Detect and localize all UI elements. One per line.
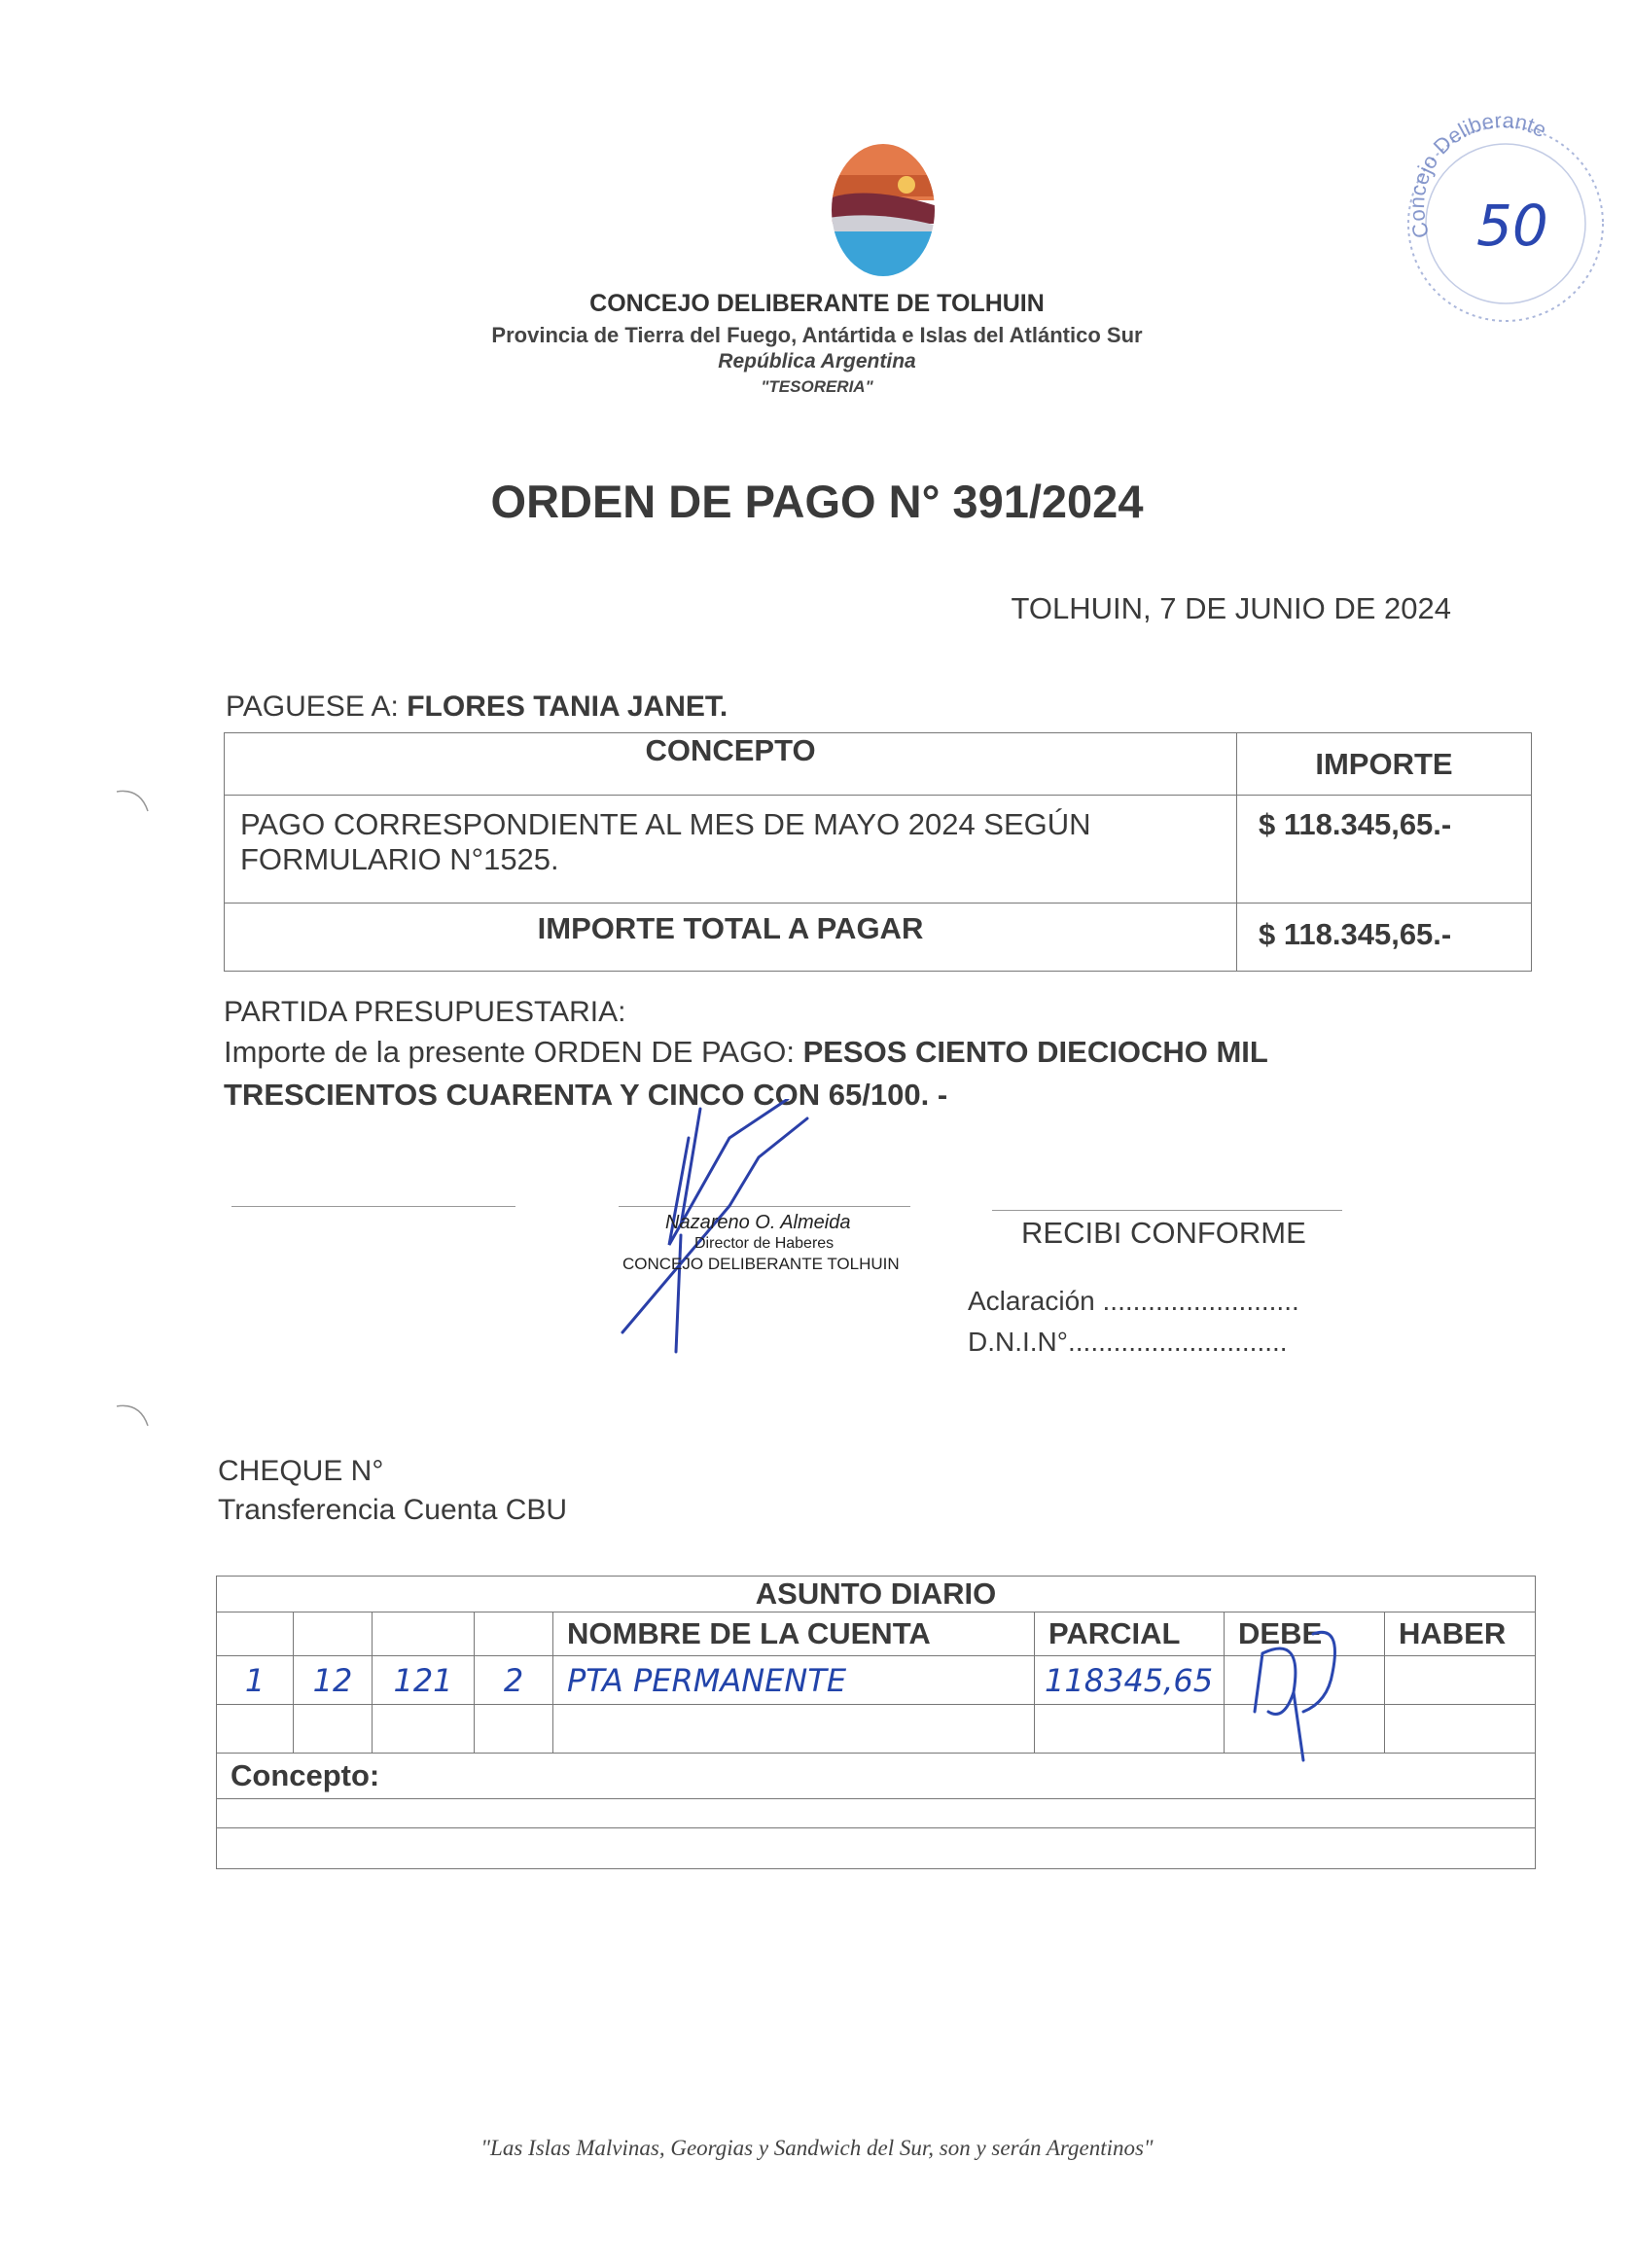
org-name: CONCEJO DELIBERANTE DE TOLHUIN bbox=[589, 290, 1045, 317]
transfer-label: Transferencia Cuenta CBU bbox=[218, 1494, 568, 1526]
stamp-text: Concejo Deliberante bbox=[1404, 109, 1551, 241]
blank-signature-line bbox=[231, 1206, 515, 1207]
journal-code-4: 2 bbox=[475, 1656, 553, 1705]
order-date: TOLHUIN, 7 DE JUNIO DE 2024 bbox=[1011, 591, 1451, 625]
recibi-conforme: RECIBI CONFORME bbox=[1021, 1216, 1306, 1250]
amount-words: PESOS CIENTO DIECIOCHO MIL TRESCIENTOS CUARENTA Y CINCO CON 65/100. - bbox=[224, 1035, 1268, 1112]
journal-account: PTA PERMANENTE bbox=[553, 1656, 1035, 1705]
payee-line bbox=[226, 691, 728, 724]
journal-code-2: 12 bbox=[294, 1656, 373, 1705]
republic-line: República Argentina bbox=[718, 350, 916, 372]
punch-mark-top bbox=[115, 786, 154, 815]
receiver-signature-line bbox=[992, 1210, 1342, 1211]
concept-amount: $ 118.345,65.- bbox=[1237, 796, 1532, 904]
concept-header: CONCEPTO bbox=[225, 733, 1237, 796]
payee-name: FLORES TANIA JANET. bbox=[407, 691, 728, 723]
cheque-label: CHEQUE N° bbox=[218, 1455, 384, 1487]
concept-table bbox=[224, 732, 1532, 972]
punch-mark-bottom bbox=[115, 1400, 154, 1430]
debe-initials bbox=[1235, 1614, 1362, 1780]
col-parcial: PARCIAL bbox=[1035, 1612, 1225, 1656]
payee-label: PAGUESE A: bbox=[226, 691, 399, 723]
journal-cell bbox=[294, 1612, 373, 1656]
journal-code-3: 121 bbox=[373, 1656, 475, 1705]
amount-prefix: Importe de la presente ORDEN DE PAGO: bbox=[224, 1035, 795, 1069]
order-title: ORDEN DE PAGO N° 391/2024 bbox=[490, 476, 1144, 527]
total-label: IMPORTE TOTAL A PAGAR bbox=[225, 904, 1237, 972]
journal-cell bbox=[1385, 1705, 1536, 1754]
journal-code-1: 1 bbox=[217, 1656, 294, 1705]
aclaracion-field: Aclaración .......................... bbox=[968, 1286, 1299, 1316]
province-line: Provincia de Tierra del Fuego, Antártida e Islas del Atlántico Sur bbox=[491, 323, 1143, 347]
col-haber: HABER bbox=[1385, 1612, 1536, 1656]
total-amount: $ 118.345,65.- bbox=[1237, 904, 1532, 972]
council-logo bbox=[829, 142, 938, 278]
footer-motto: "Las Islas Malvinas, Georgias y Sandwich del Sur, son y serán Argentinos" bbox=[480, 2136, 1154, 2160]
journal-title: ASUNTO DIARIO bbox=[217, 1577, 1536, 1612]
journal-haber bbox=[1385, 1656, 1536, 1705]
journal-cell bbox=[294, 1705, 373, 1754]
col-debe: DEBE bbox=[1225, 1612, 1385, 1656]
concept-description: PAGO CORRESPONDIENTE AL MES DE MAYO 2024 SEGÚN FORMULARIO N°1525. bbox=[225, 796, 1237, 904]
concepto-line bbox=[217, 1799, 1536, 1828]
department-line: "TESORERIA" bbox=[761, 377, 873, 396]
journal-parcial: 118345,65 bbox=[1035, 1656, 1225, 1705]
journal-cell bbox=[475, 1612, 553, 1656]
concepto-label: Concepto: bbox=[217, 1754, 1536, 1799]
concepto-line bbox=[217, 1828, 1536, 1869]
signer-org: CONCEJO DELIBERANTE TOLHUIN bbox=[622, 1255, 900, 1273]
amount-header: IMPORTE bbox=[1237, 733, 1532, 796]
signer-name: Nazareno O. Almeida bbox=[665, 1212, 851, 1233]
journal-cell bbox=[1035, 1705, 1225, 1754]
journal-cell bbox=[553, 1705, 1035, 1754]
journal-cell bbox=[217, 1705, 294, 1754]
dni-field: D.N.I.N°............................. bbox=[968, 1327, 1288, 1357]
signer-role: Director de Haberes bbox=[694, 1235, 835, 1252]
journal-cell bbox=[475, 1705, 553, 1754]
stamp-handwritten-number: 50 bbox=[1476, 193, 1548, 259]
journal-cell bbox=[373, 1705, 475, 1754]
partida-label: PARTIDA PRESUPUESTARIA: bbox=[224, 996, 626, 1028]
col-account-name: NOMBRE DE LA CUENTA bbox=[553, 1612, 1035, 1656]
journal-cell bbox=[373, 1612, 475, 1656]
journal-cell bbox=[217, 1612, 294, 1656]
